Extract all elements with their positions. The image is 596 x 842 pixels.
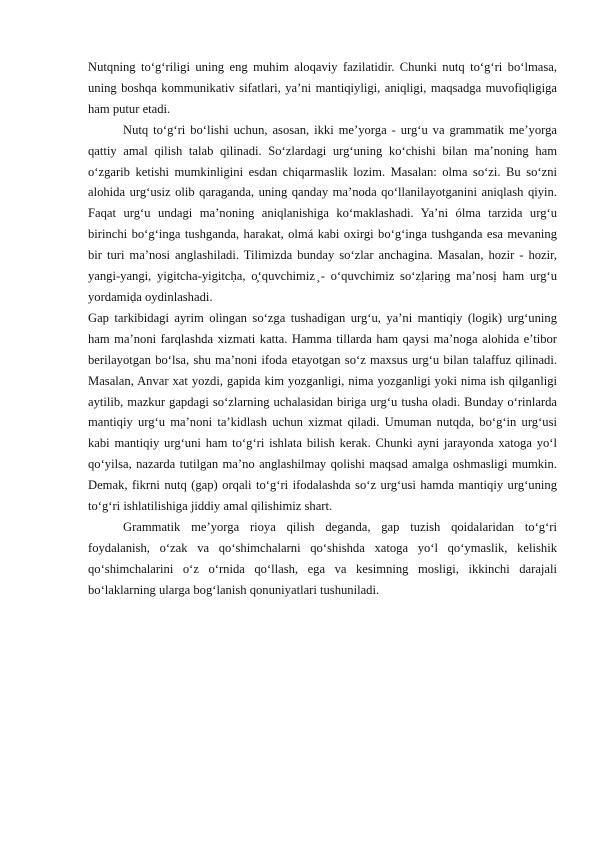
paragraph-4: Grammatik me’yorga rioya qilish deganda, gap tuzish qoidalaridan to‘g‘ri foydalanish, o‘zak va qo‘shimchalarni qo‘shishda xatoga yo‘l qo‘ymaslik, kelishik qo‘shimchalarini o‘z o‘rnida qo‘llash, ega va kesimning mosligi, ikkinchi darajali bo‘laklarning ularga bog‘lanish qonuniyatlari tushuniladi. [88, 519, 557, 597]
paragraph-3: Gap tarkibidagi ayrim olingan so‘zga tushadigan urg‘u, ya’ni mantiqiy (logik) urg‘uning ham ma’noni farqlashda xizmati katta. Hamma tillarda ham qaysi ma’noga alohida e’tibor berilayotgan bo‘lsa, shu ma’noni ifoda etayotgan so‘z maxsus urg‘u bilan talaffuz qilinadi. Masalan, Anvar xat yozdi, gapida kim yozganligi, nima yozganligi yoki nima ish qilganligi aytilib, mazkur gapdagi so‘zlarning uchalasidan biriga urg‘u tusha oladi. Bunday o‘rinlarda mantiqiy urg‘u ma’noni ta’kidlash uchun xizmat qiladi. Umuman nutqda, bo‘g‘in urg‘usi kabi mantiqiy urg‘uni ham to‘g‘ri ishlata bilish kerak. Chunki ayni jarayonda xatoga yo‘l qo‘yilsa, nazarda tutilgan ma’no anglashilmay qolishi maqsad amalga oshmasligi mumkin. Demak, fikrni nutq (gap) orqali to‘g‘ri ifodalashda so‘z urg‘usi hamda mantiqiy urg‘uning to‘g‘ri ishlatilishiga jiddiy amal qilishimiz shart. [88, 310, 557, 514]
paragraph-1: Nutqning to‘g‘riligi uning eng muhim aloqaviy fazilatidir. Chunki nutq to‘g‘ri bo‘lmasa, uning boshqa kommunikativ sifatlari, ya’ni mantiqiyligi, aniqligi, maqsadga muvofiqligiga ham putur etadi. [88, 60, 557, 116]
paragraph-2: Nutq to‘g‘ri bo‘lishi uchun, asosan, ikki me’yorga - urg‘u va grammatik me’yorga qattiy amal qilish talab qilinadi. So‘zlardagi urg‘uning ko‘chishi bilan ma’noning ham o‘zgarib ketishi mumkinligini esdan chiqarmaslik lozim. Masalan: olma so‘zi. Bu so‘zni alohida urg‘usiz olib qaraganda, uning qanday ma’noda qo‘llanilayotganini aniqlash qiyin. Faqat urg‘u undagi ma’noning aniqlanishiga ko‘maklashadi. Ya’ni ólma tarzida urg‘u birinchi bo‘g‘inga tushganda, harakat, olmá kabi oxirgi bo‘g‘inga tushganda esa mevaning bir turi ma’nosi anglashiladi. Tilimizda bunday so‘zlar anchagina. Masalan, hozir - hozir, yangi-yangi, yigitcha-yigitcḥa, o̧‘quvchimiz ̧- o‘quvchimiz so‘zḷariṇg ma’nosị ham urg‘u yordamiḍa oydinlashadi. [88, 122, 557, 304]
document-page [88, 57, 557, 601]
